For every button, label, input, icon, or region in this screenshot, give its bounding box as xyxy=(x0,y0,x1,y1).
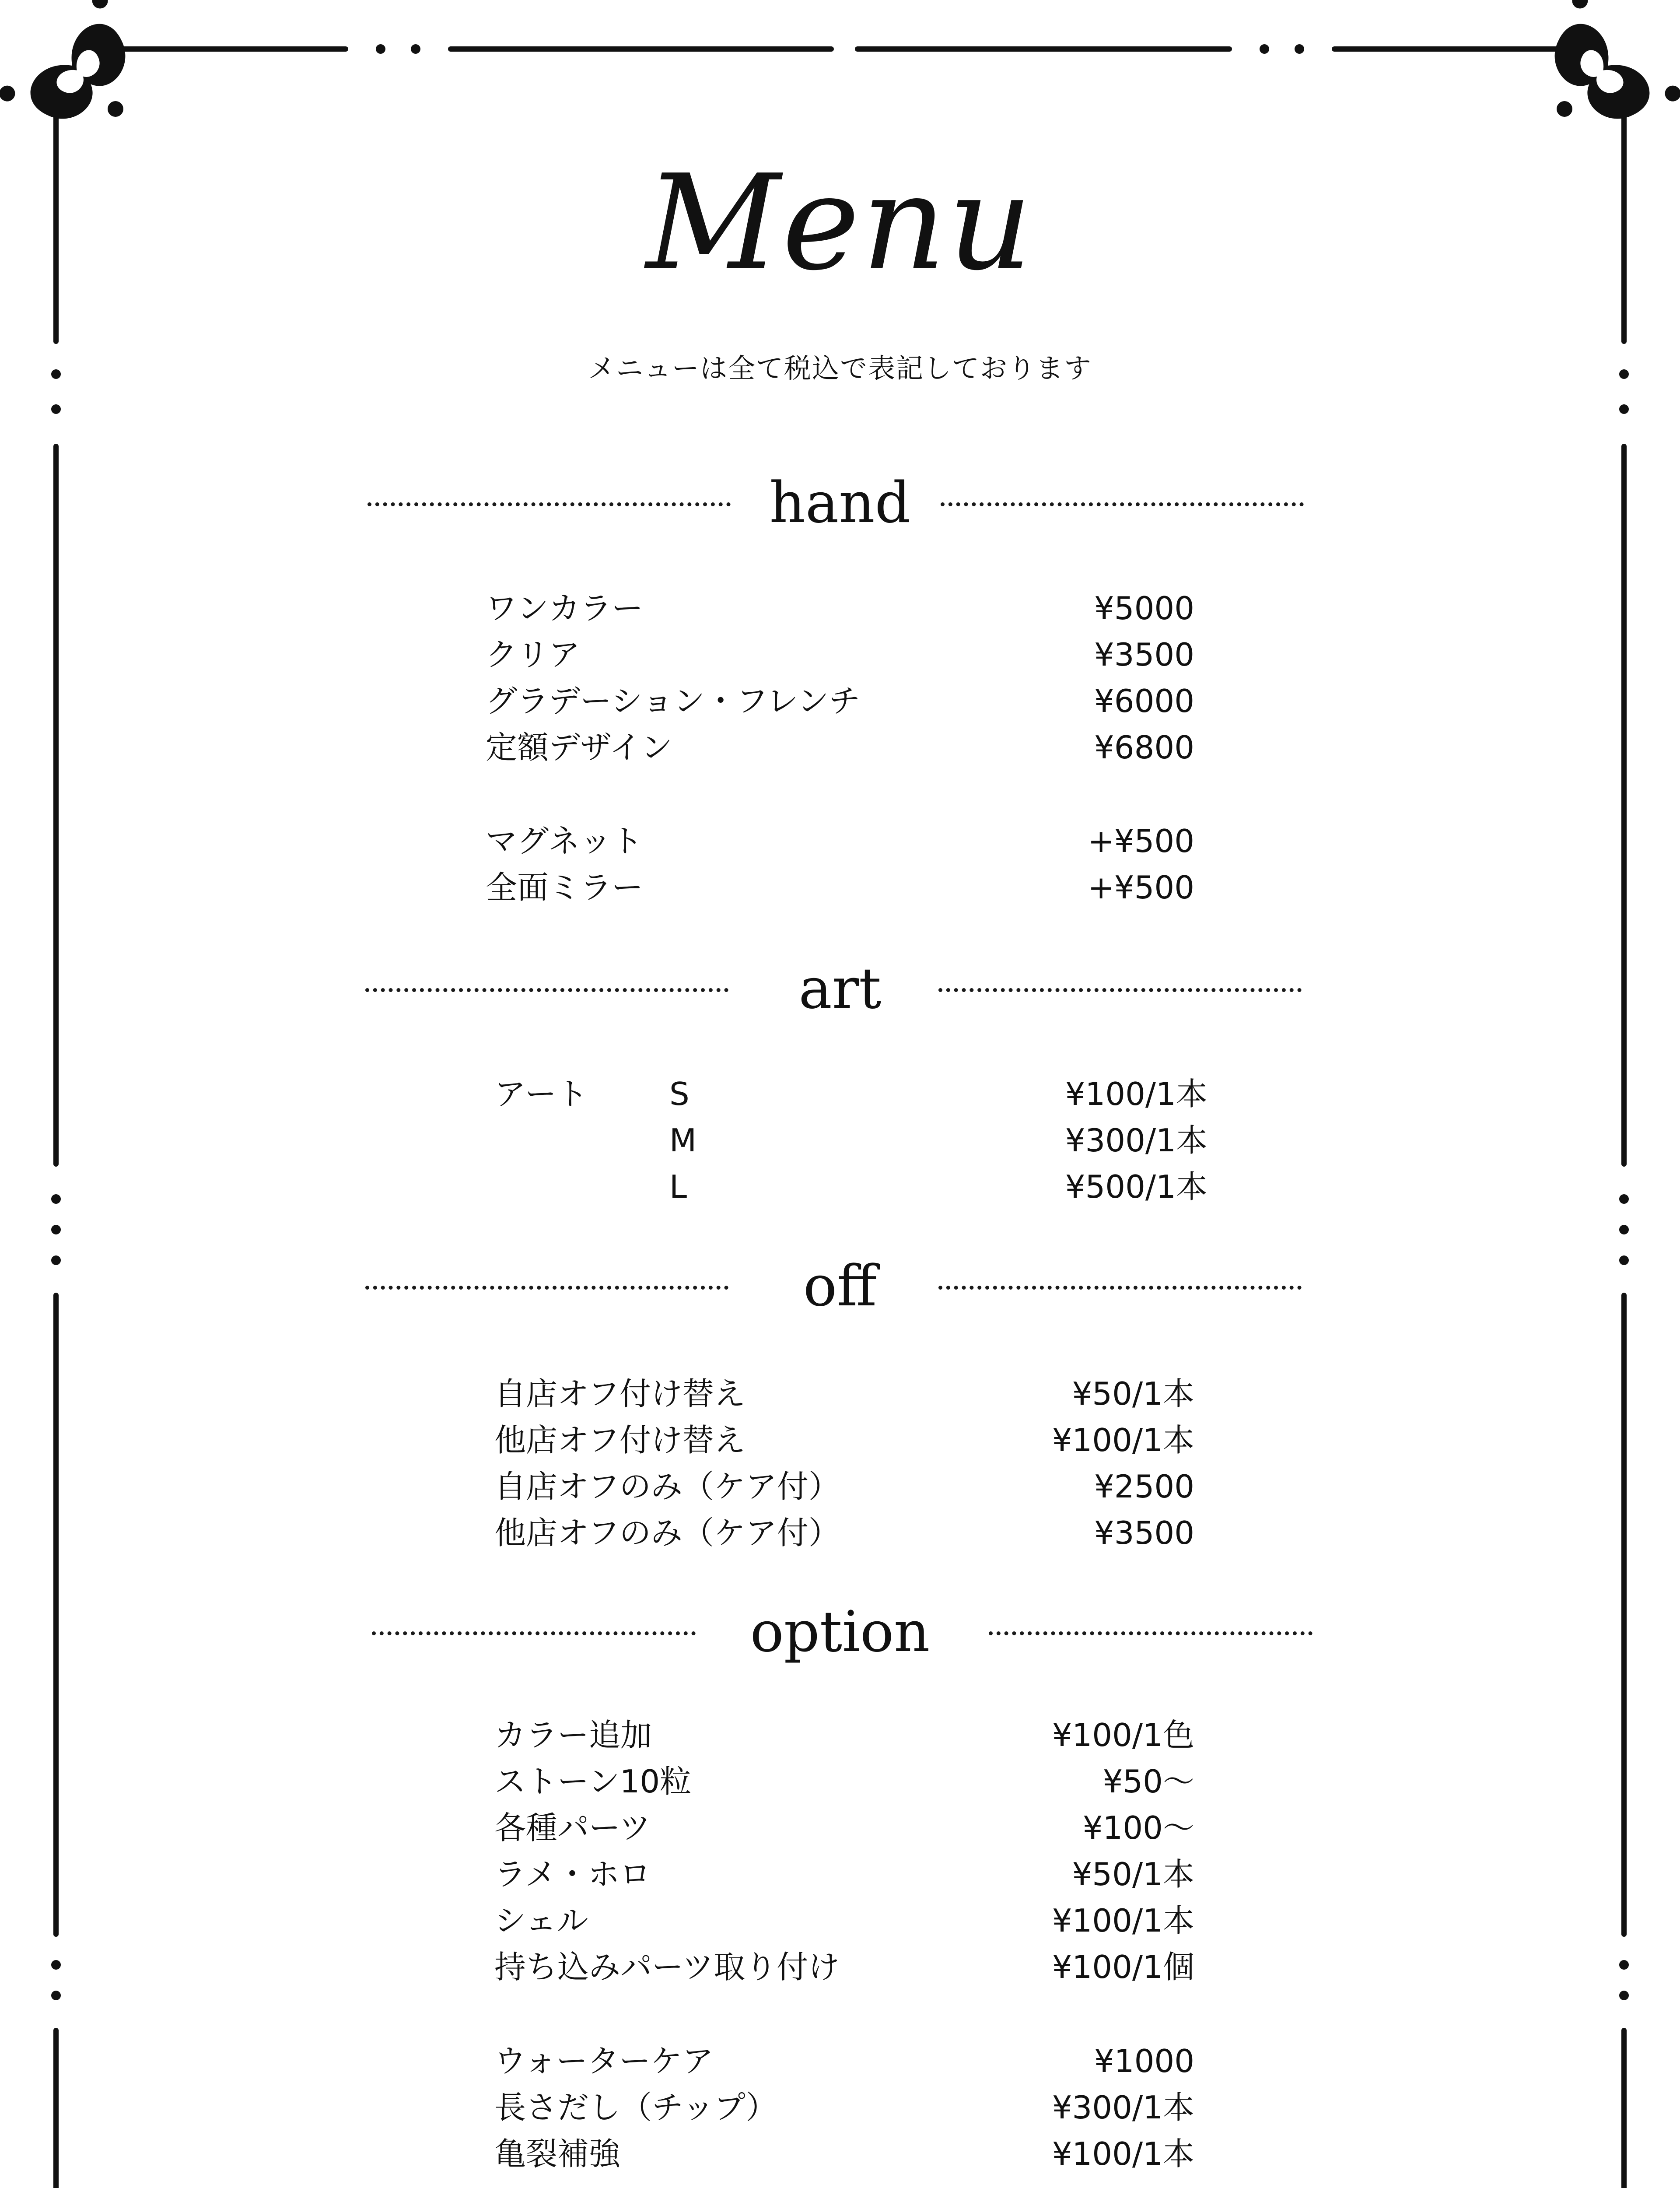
dotted-rule xyxy=(938,988,1302,992)
list-item xyxy=(494,1511,1194,1555)
item-price: ¥300/1本 xyxy=(1052,2089,1194,2126)
item-name: グラデーション・フレンチ xyxy=(486,683,861,719)
list-item xyxy=(494,1760,1194,1803)
list-item xyxy=(494,1119,1208,1162)
item-price: ¥100/1本 xyxy=(1052,1902,1194,1939)
item-name: 他店オフのみ（ケア付） xyxy=(494,1515,840,1551)
item-price: ¥100/1本 xyxy=(1065,1076,1208,1112)
item-price: ¥3500 xyxy=(1094,636,1194,673)
dotted-rule xyxy=(938,1286,1302,1290)
section-title: off xyxy=(803,1254,877,1319)
item-price: ¥3500 xyxy=(1094,1515,1194,1551)
item-price: ¥2500 xyxy=(1094,1468,1194,1505)
item-name: 自店オフのみ（ケア付） xyxy=(494,1468,840,1505)
item-price: ¥500/1本 xyxy=(1065,1168,1208,1205)
item-name: 自店オフ付け替え xyxy=(494,1375,746,1412)
item-price: ¥50〜 xyxy=(1102,1763,1194,1800)
item-name: 長さだし（チップ） xyxy=(494,2089,777,2126)
item-name: 亀裂補強 xyxy=(494,2135,621,2172)
item-price: ¥300/1本 xyxy=(1065,1122,1208,1159)
list-item xyxy=(494,1806,1194,1850)
item-price: +¥500 xyxy=(1088,869,1194,906)
list-item xyxy=(486,679,1194,723)
section-header-option xyxy=(0,1597,1680,1667)
list-item xyxy=(494,1945,1194,1989)
list-item xyxy=(494,1852,1194,1896)
list-item xyxy=(494,1899,1194,1943)
item-name: ワンカラー xyxy=(486,590,644,627)
item-price: ¥1000 xyxy=(1094,2043,1194,2079)
list-item xyxy=(494,2086,1194,2129)
item-price: ¥100/1本 xyxy=(1052,1422,1194,1459)
item-name: 持ち込みパーツ取り付け xyxy=(494,1949,840,1985)
item-price: ¥50/1本 xyxy=(1072,1856,1194,1893)
item-name: ストーン10粒 xyxy=(494,1763,692,1800)
tax-note: メニューは全て税込で表記しております xyxy=(588,352,1092,384)
list-item xyxy=(494,1072,1208,1116)
list-item xyxy=(486,819,1194,863)
item-price: ¥100/1個 xyxy=(1052,1949,1194,1985)
item-size: M xyxy=(669,1122,697,1159)
item-price: +¥500 xyxy=(1088,823,1194,859)
section-title: hand xyxy=(769,470,911,536)
list-item xyxy=(494,2039,1194,2083)
item-name: マグネット xyxy=(486,823,643,859)
item-price: ¥100/1本 xyxy=(1052,2135,1194,2172)
item-price: ¥6000 xyxy=(1094,683,1194,719)
list-item xyxy=(494,1418,1194,1462)
list-item xyxy=(486,866,1194,909)
item-name: 他店オフ付け替え xyxy=(494,1422,746,1459)
section-title: art xyxy=(798,956,882,1021)
item-size: S xyxy=(669,1076,690,1112)
item-price: ¥6800 xyxy=(1094,729,1194,766)
section-header-art xyxy=(0,954,1680,1024)
item-price: ¥100/1色 xyxy=(1052,1717,1194,1753)
list-item xyxy=(486,633,1194,677)
list-item xyxy=(486,586,1194,630)
list-item xyxy=(494,1165,1208,1209)
item-size: L xyxy=(669,1168,687,1205)
item-name: アート xyxy=(494,1076,588,1112)
dotted-rule xyxy=(941,502,1304,506)
dotted-rule xyxy=(989,1631,1312,1635)
section-header-hand xyxy=(0,468,1680,538)
list-item xyxy=(486,726,1194,769)
section-title: option xyxy=(750,1599,930,1665)
list-item xyxy=(494,2132,1194,2176)
item-name: シェル xyxy=(494,1902,588,1939)
item-name: クリア xyxy=(486,636,581,673)
list-item xyxy=(494,1713,1194,1757)
menu-title: Menu xyxy=(646,147,1034,299)
list-item xyxy=(494,1465,1194,1508)
list-item xyxy=(494,1372,1194,1416)
item-price: ¥50/1本 xyxy=(1072,1375,1194,1412)
item-name: 定額デザイン xyxy=(486,729,672,766)
item-price: ¥5000 xyxy=(1094,590,1194,627)
item-name: ウォーターケア xyxy=(494,2043,714,2079)
section-header-off xyxy=(0,1252,1680,1322)
item-name: 各種パーツ xyxy=(494,1809,651,1846)
item-name: カラー追加 xyxy=(494,1717,652,1753)
item-name: ラメ・ホロ xyxy=(494,1856,651,1893)
item-name: 全面ミラー xyxy=(486,869,644,906)
item-price: ¥100〜 xyxy=(1082,1809,1194,1846)
